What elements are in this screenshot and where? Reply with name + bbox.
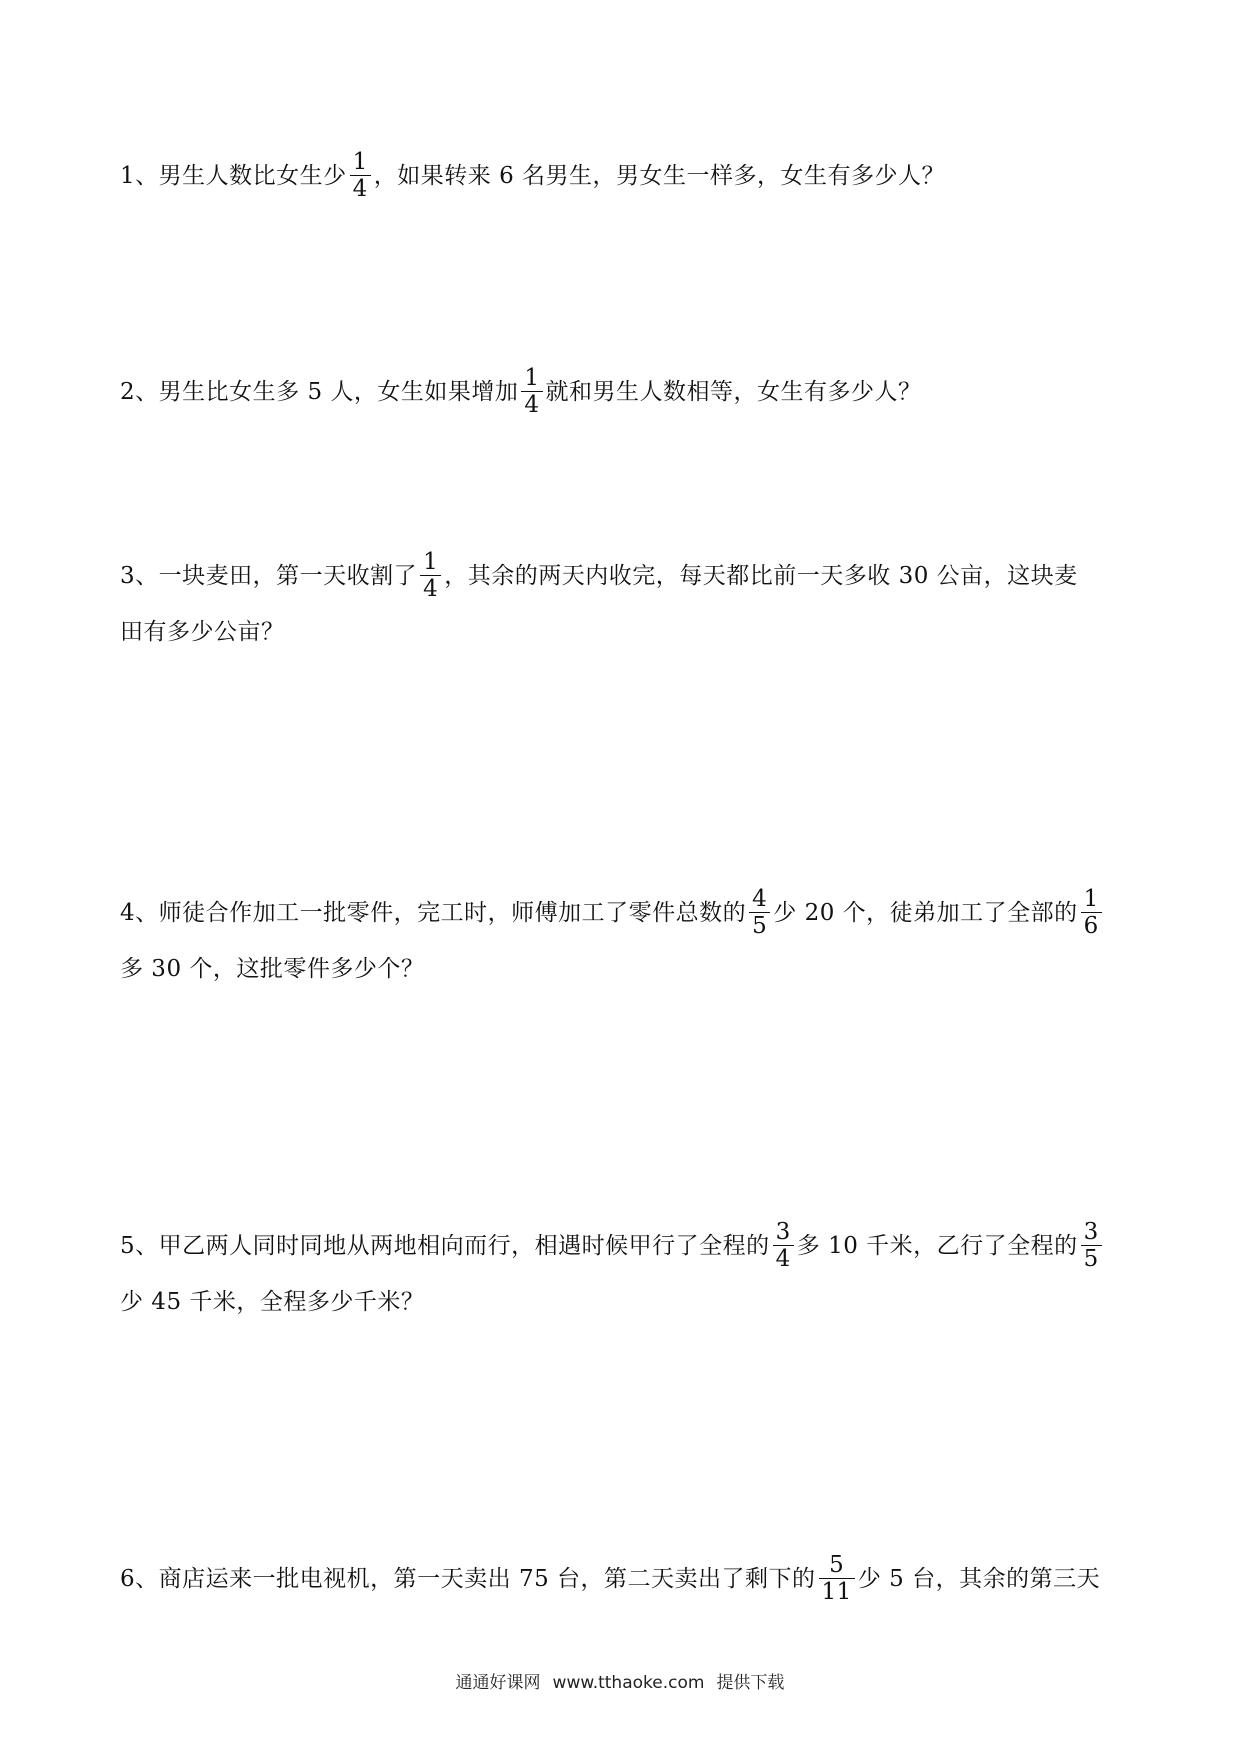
fraction-denominator: 6 (1083, 912, 1099, 939)
problem-1-line-1 (120, 148, 1120, 204)
fraction-denominator: 5 (752, 912, 768, 939)
problem-3-text-a: 3、一块麦田，第一天收割了 (120, 563, 418, 589)
fraction-numerator: 4 (752, 885, 768, 912)
footer-url[interactable]: www.tthaoke.com (552, 1673, 705, 1693)
fraction-numerator: 1 (352, 148, 368, 175)
problem-3-text-b: ，其余的两天内收完，每天都比前一天多收 30 公亩，这块麦 (444, 563, 1078, 589)
problem-2-fraction (521, 365, 542, 418)
problem-3-line-1 (120, 548, 1120, 604)
fraction-denominator: 11 (821, 1578, 852, 1605)
problem-5-fraction-1 (773, 1219, 794, 1272)
problem-2-text-b: 就和男生人数相等，女生有多少人？ (545, 379, 922, 405)
fraction-numerator: 1 (423, 548, 439, 575)
problem-3 (120, 548, 1120, 660)
problem-1-text-b: ，如果转来 6 名男生，男女生一样多，女生有多少人？ (373, 163, 946, 189)
problem-6-line-1 (120, 1551, 1120, 1607)
problem-5 (120, 1218, 1120, 1330)
footer-suffix: 提供下载 (716, 1673, 785, 1693)
problem-2-text-a: 2、男生比女生多 5 人，女生如果增加 (120, 379, 519, 405)
fraction-denominator: 4 (524, 391, 540, 418)
fraction-denominator: 4 (423, 575, 439, 602)
problem-4-fraction-1 (749, 886, 770, 939)
problem-3-fraction (420, 549, 441, 602)
fraction-denominator: 4 (352, 175, 368, 202)
problem-5-line-1 (120, 1218, 1120, 1274)
problem-5-text-b: 多 10 千米，乙行了全程的 (796, 1233, 1078, 1259)
problem-6-fraction (819, 1552, 855, 1605)
problem-3-line-2: 田有多少公亩？ (120, 619, 285, 645)
footer-site-name: 通通好课网 (455, 1673, 541, 1693)
problem-1-text-a: 1、男生人数比女生少 (120, 163, 347, 189)
problem-5-line-2: 少 45 千米，全程多少千米？ (120, 1289, 425, 1315)
problem-5-text-a: 5、甲乙两人同时同地从两地相向而行，相遇时候甲行了全程的 (120, 1233, 770, 1259)
problem-1 (120, 148, 1120, 204)
fraction-numerator: 3 (1083, 1218, 1099, 1245)
fraction-numerator: 5 (829, 1551, 845, 1578)
problem-4-text-a: 4、师徒合作加工一批零件，完工时，师傅加工了零件总数的 (120, 900, 747, 926)
fraction-denominator: 4 (775, 1245, 791, 1272)
problem-6 (120, 1551, 1120, 1607)
problem-2 (120, 364, 1120, 420)
fraction-denominator: 5 (1083, 1245, 1099, 1272)
problem-4 (120, 885, 1120, 997)
page-footer (0, 1668, 1240, 1693)
problem-2-line-1 (120, 364, 1120, 420)
problem-4-line-1 (120, 885, 1120, 941)
problem-4-fraction-2 (1081, 886, 1102, 939)
problem-6-text-a: 6、商店运来一批电视机，第一天卖出 75 台，第二天卖出了剩下的 (120, 1566, 816, 1592)
fraction-numerator: 1 (524, 364, 540, 391)
fraction-numerator: 3 (775, 1218, 791, 1245)
fraction-numerator: 1 (1083, 885, 1099, 912)
problem-6-text-b: 少 5 台，其余的第三天 (857, 1566, 1101, 1592)
problem-1-fraction (350, 149, 371, 202)
problem-4-text-b: 少 20 个，徒弟加工了全部的 (773, 900, 1078, 926)
problem-5-fraction-2 (1081, 1219, 1102, 1272)
problem-4-line-2: 多 30 个，这批零件多少个？ (120, 956, 425, 982)
